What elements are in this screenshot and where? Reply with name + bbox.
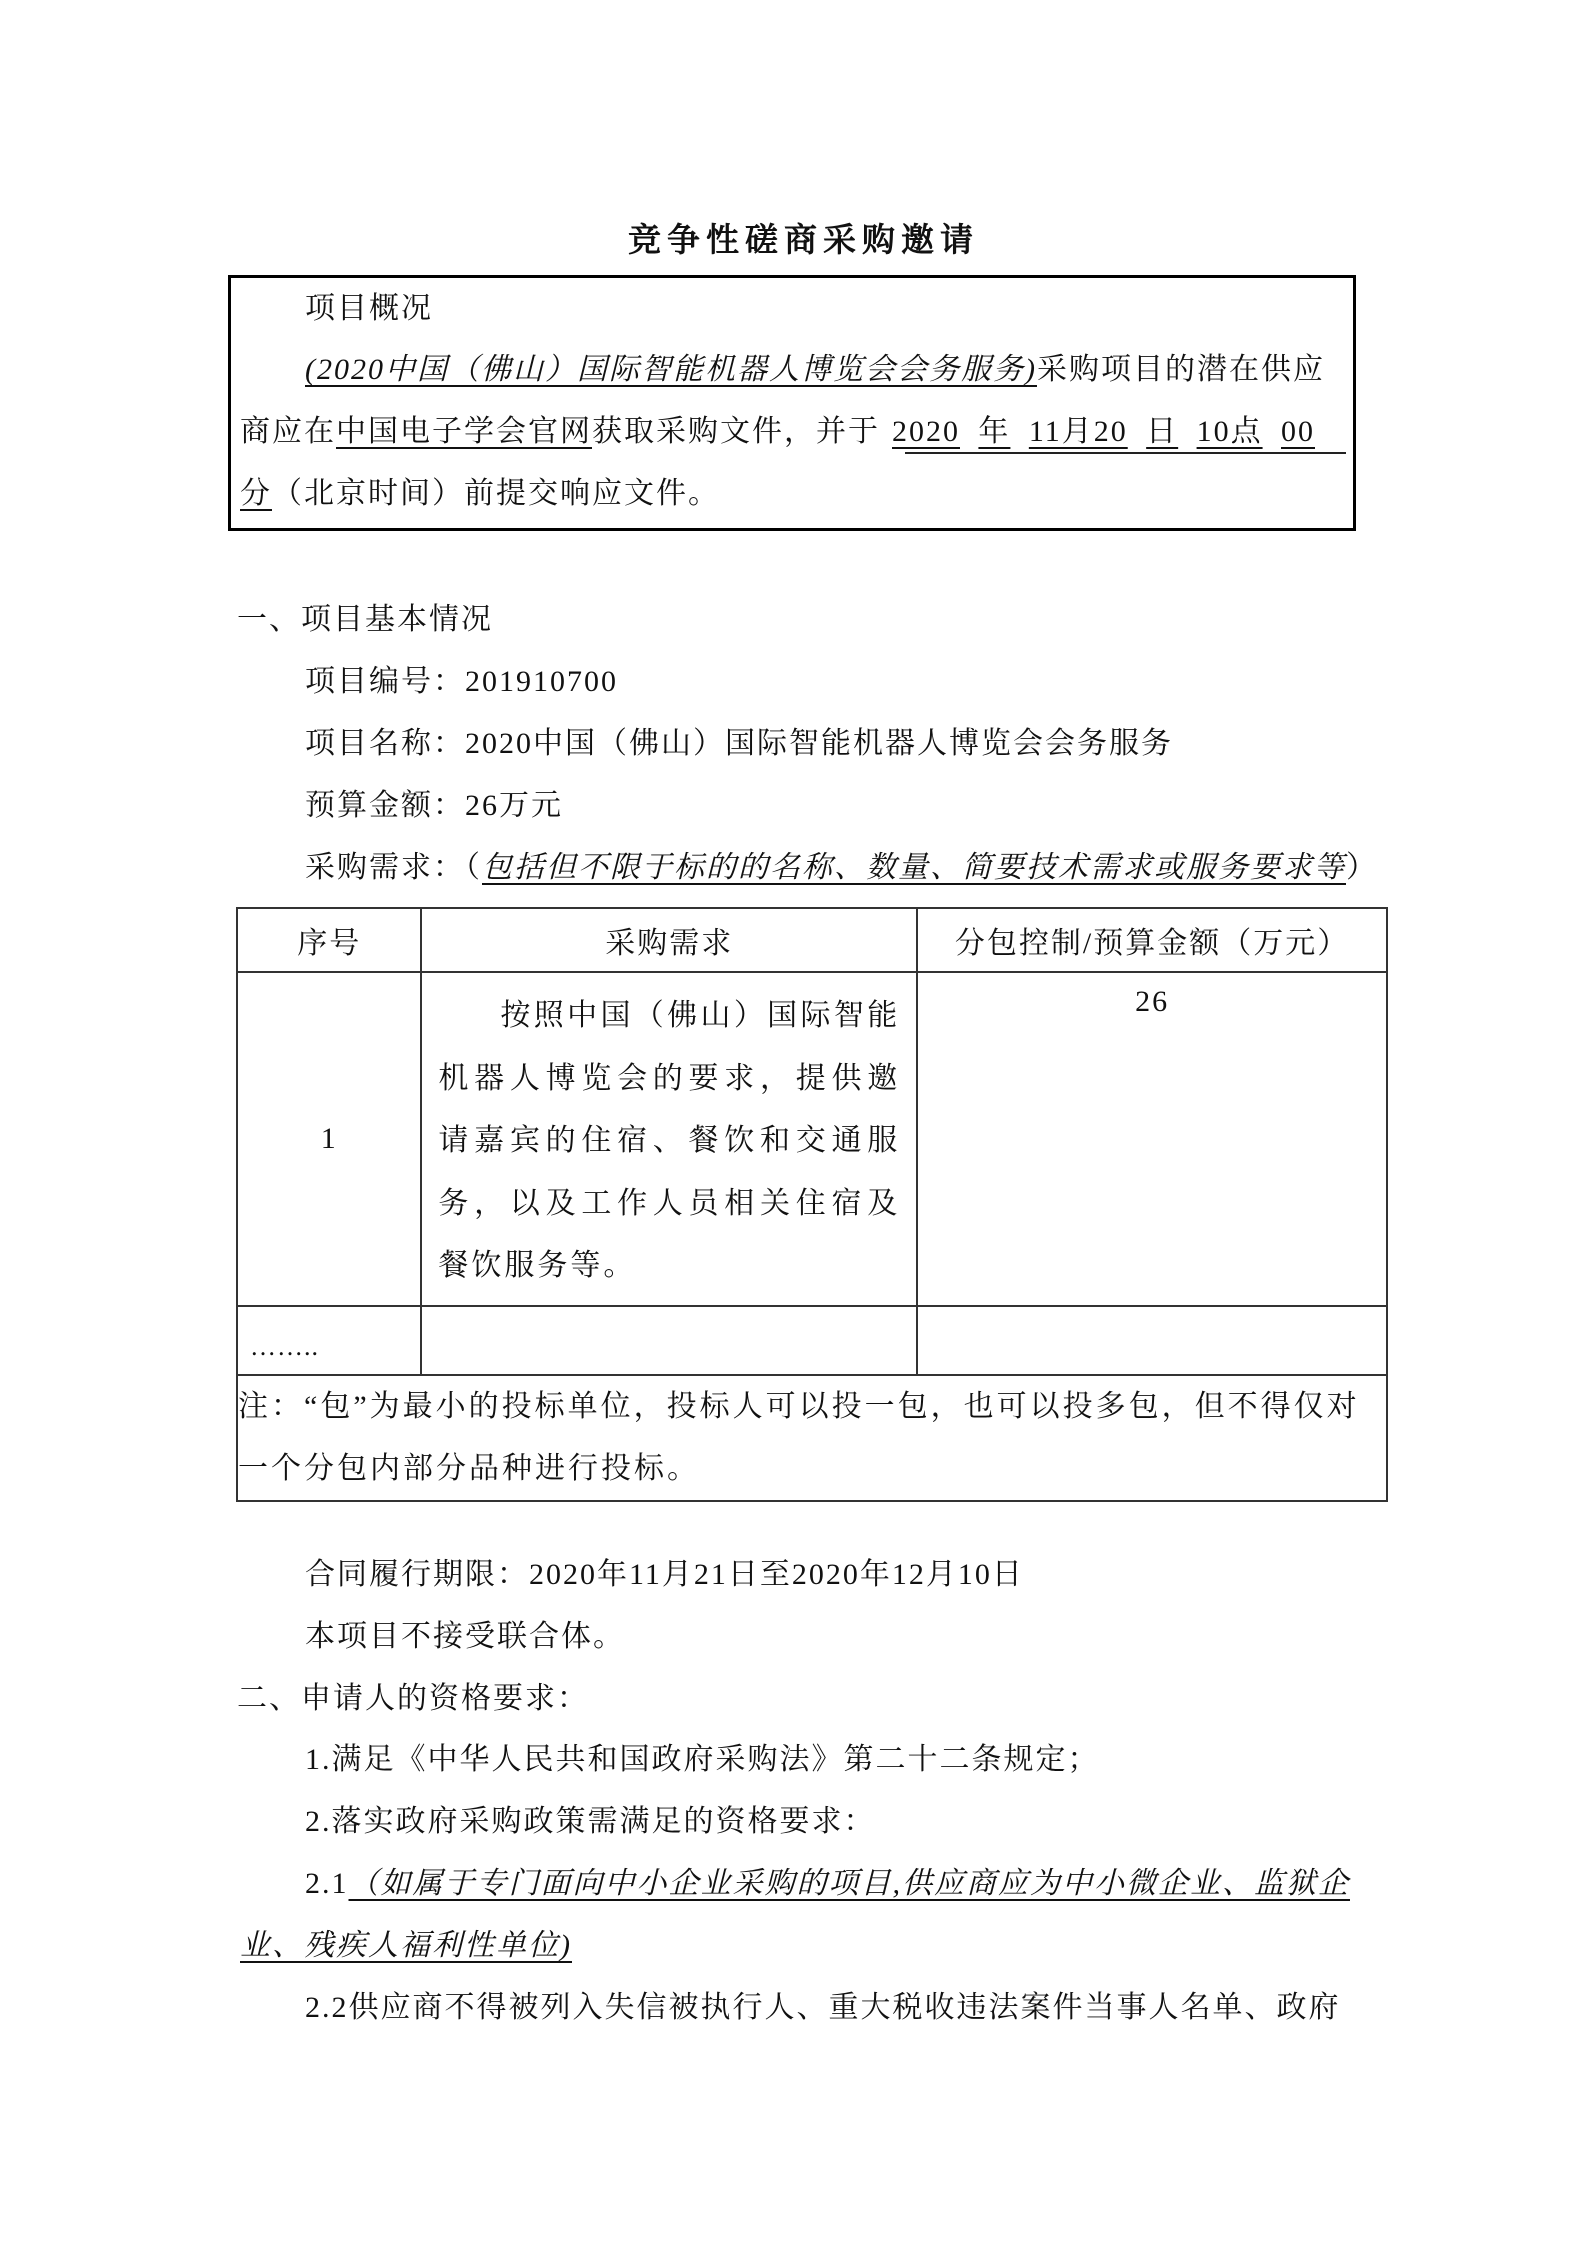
deadline-day-unit: 日: [1146, 415, 1179, 448]
overview-line-1-rest: 采购项目的潜在供应: [1036, 353, 1325, 386]
deadline-year-unit: 年: [978, 415, 1011, 448]
qualification-item-2-1: [305, 1867, 1350, 1901]
budget-value: 26万元: [465, 789, 563, 822]
requirements-table: [236, 907, 1388, 1502]
row-requirement: [421, 1306, 917, 1375]
row-serial-no: 1: [237, 972, 421, 1306]
overview-line-2-prefix: 商应在: [240, 415, 336, 448]
overview-line-2: [240, 415, 1346, 449]
requirement-hint: 包括但不限于标的的名称、数量、简要技术需求或服务要求等: [482, 851, 1346, 884]
section-1-heading: 一、项目基本情况: [237, 603, 493, 636]
project-name-underlined: (2020中国（佛山）国际智能机器人博览会会务服务): [305, 353, 1037, 386]
project-number-value: 201910700: [465, 665, 618, 698]
project-number-label: 项目编号：: [305, 665, 465, 698]
project-number: [305, 665, 618, 699]
row-amount: 26: [917, 972, 1387, 1306]
qualification-item-2-1-cont: [240, 1929, 572, 1963]
section-2-heading: 二、申请人的资格要求：: [237, 1682, 589, 1715]
item-2-1-text: （如属于专门面向中小企业采购的项目,供应商应为中小微企业、监狱企: [348, 1867, 1350, 1900]
table-header-row: [237, 908, 1387, 972]
overview-line-3-rest: （北京时间）前提交响应文件。: [272, 477, 720, 510]
contract-period: 合同履行期限：2020年11月21日至2020年12月10日: [305, 1558, 1024, 1591]
header-requirement: 采购需求: [421, 908, 917, 972]
overview-line-3: [240, 477, 1348, 511]
qualification-item-1: 1.满足《中华人民共和国政府采购法》第二十二条规定；: [305, 1743, 1100, 1776]
overview-line-2-mid: 获取采购文件，并于: [592, 415, 880, 448]
deadline-minute-unit: 分: [240, 477, 272, 510]
header-amount: 分包控制/预算金额（万元）: [917, 908, 1387, 972]
overview-line-1: [305, 353, 1346, 387]
deadline-minute: 00: [1281, 415, 1315, 448]
row-amount: [917, 1306, 1387, 1375]
budget-amount: [305, 789, 563, 823]
item-2-1-prefix: 2.1: [305, 1867, 349, 1900]
qualification-item-2: 2.落实政府采购政策需满足的资格要求：: [305, 1805, 876, 1838]
row-requirement: 按照中国（佛山）国际智能机器人博览会的要求，提供邀请嘉宾的住宿、餐饮和交通服务，以及工作人员相关住宿及餐饮服务等。: [421, 972, 917, 1306]
requirement-close: ）: [1346, 851, 1378, 884]
table-note-row: [237, 1375, 1387, 1501]
deadline-underline: [905, 452, 1346, 454]
submission-deadline: [880, 415, 1315, 449]
deadline-hour: 10点: [1196, 415, 1263, 448]
procurement-requirement: [305, 851, 1378, 885]
project-name: [305, 727, 1173, 761]
project-name-label: 项目名称：: [305, 727, 465, 760]
item-2-1-text-cont: 业、残疾人福利性单位): [240, 1929, 572, 1962]
consortium-statement: 本项目不接受联合体。: [305, 1620, 625, 1653]
budget-label: 预算金额：: [305, 789, 465, 822]
row-serial-no: ……..: [237, 1306, 421, 1375]
project-name-value: 2020中国（佛山）国际智能机器人博览会会务服务: [465, 727, 1173, 760]
cie-website-link[interactable]: 中国电子学会官网: [336, 415, 592, 448]
header-serial-no: 序号: [237, 908, 421, 972]
requirement-label: 采购需求：（: [305, 851, 482, 884]
deadline-year: 2020: [892, 415, 960, 448]
table-row: [237, 1306, 1387, 1375]
qualification-item-2-2: 2.2供应商不得被列入失信被执行人、重大税收违法案件当事人名单、政府: [305, 1991, 1341, 2024]
page-title: 竞争性磋商采购邀请: [628, 223, 979, 259]
deadline-month-day: 11月20: [1028, 415, 1128, 448]
table-note: 注：“包”为最小的投标单位，投标人可以投一包，也可以投多包，但不得仅对一个分包内部分品种进行投标。: [237, 1375, 1387, 1501]
overview-heading: 项目概况: [305, 292, 433, 325]
table-row: [237, 972, 1387, 1306]
